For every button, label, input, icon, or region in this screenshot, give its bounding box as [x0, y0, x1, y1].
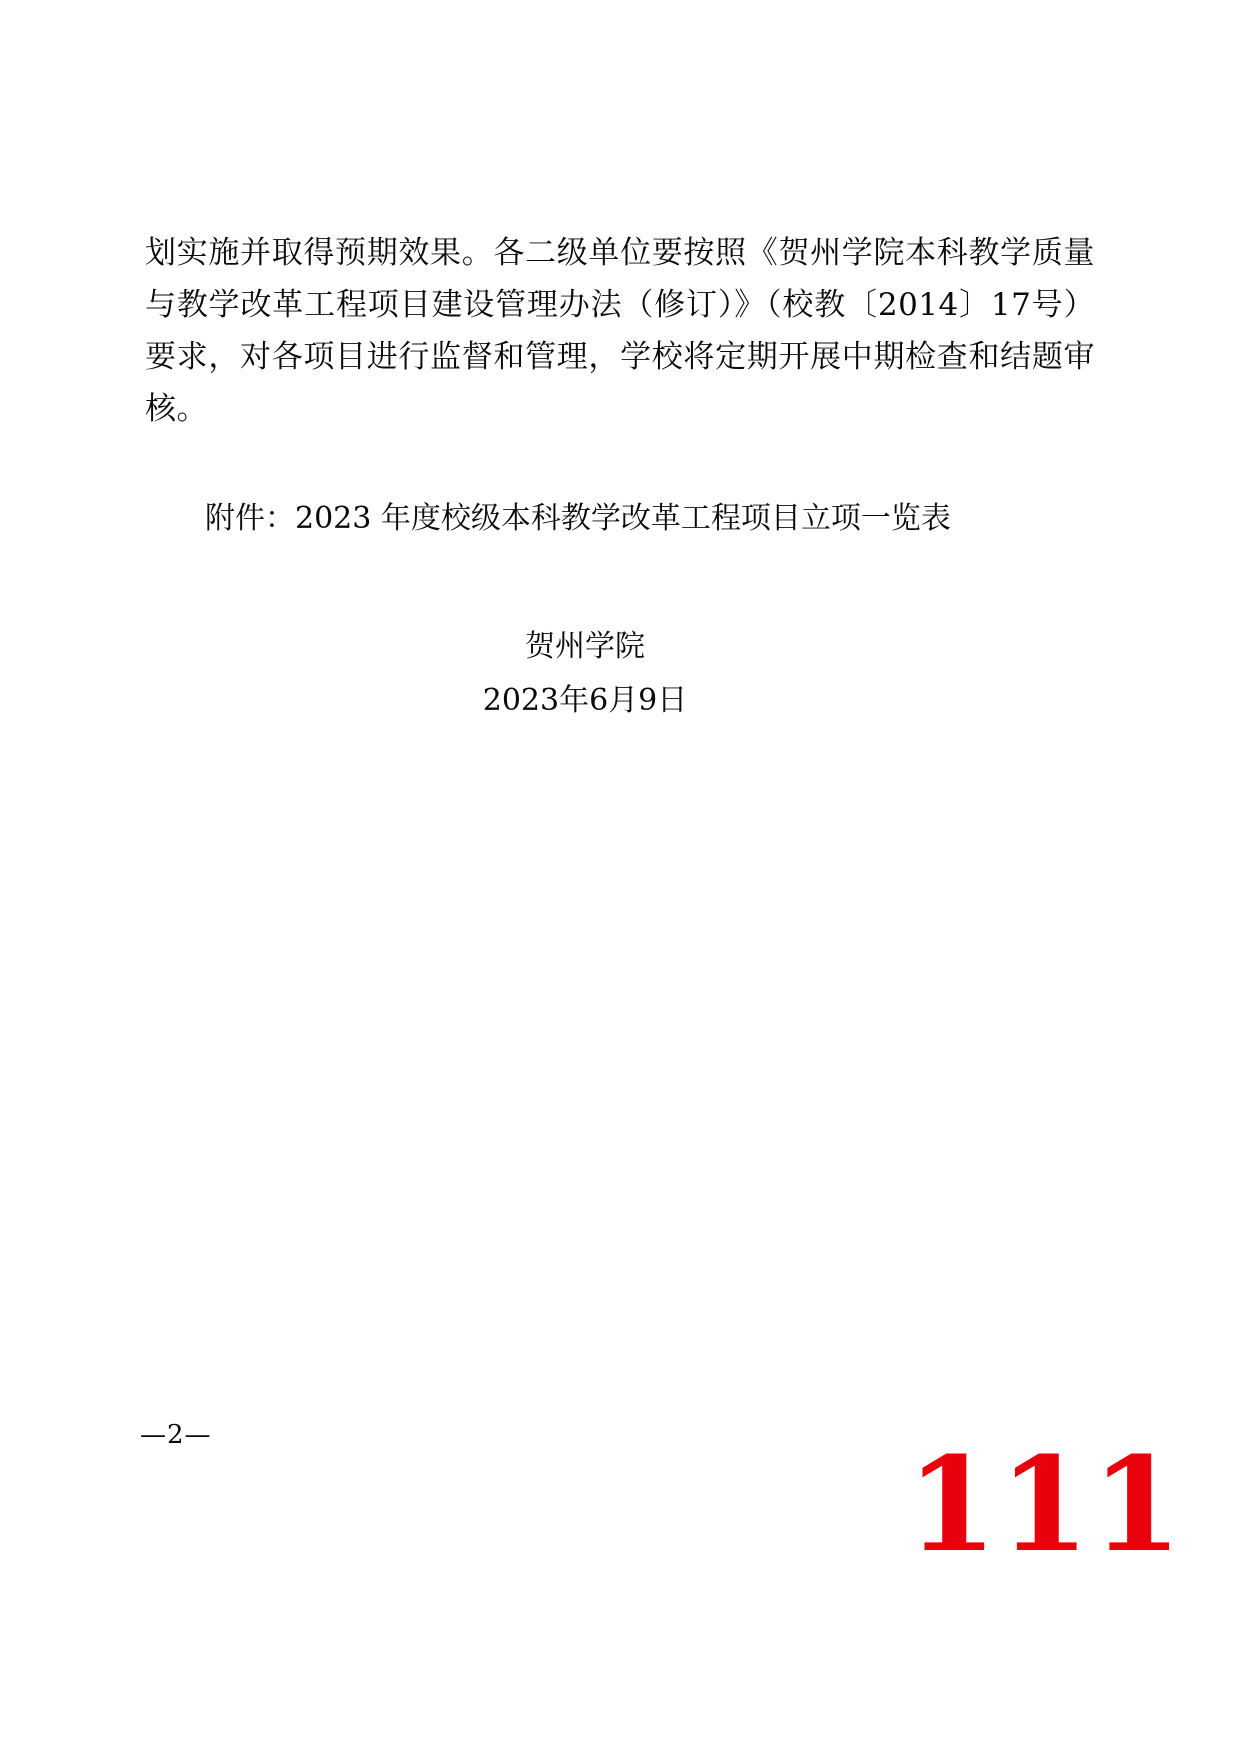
signature-date: 2023年6月9日 — [482, 683, 688, 718]
body-paragraph: 划实施并取得预期效果。各二级单位要按照《贺州学院本科教学质量与教学改革工程项目建设管理办法（修订）》（校教〔2014〕17号）要求，对各项目进行监督和管理，学校将定期开展中期检查和结题审核。 — [145, 235, 1095, 427]
stamp-number: 111 — [906, 1428, 1184, 1581]
attachment-line: 附件：2023 年度校级本科教学改革工程项目立项一览表 — [205, 501, 951, 536]
page-number: —2— — [140, 1420, 212, 1450]
signature-block — [145, 620, 1025, 728]
signature-organization: 贺州学院 — [525, 629, 645, 664]
